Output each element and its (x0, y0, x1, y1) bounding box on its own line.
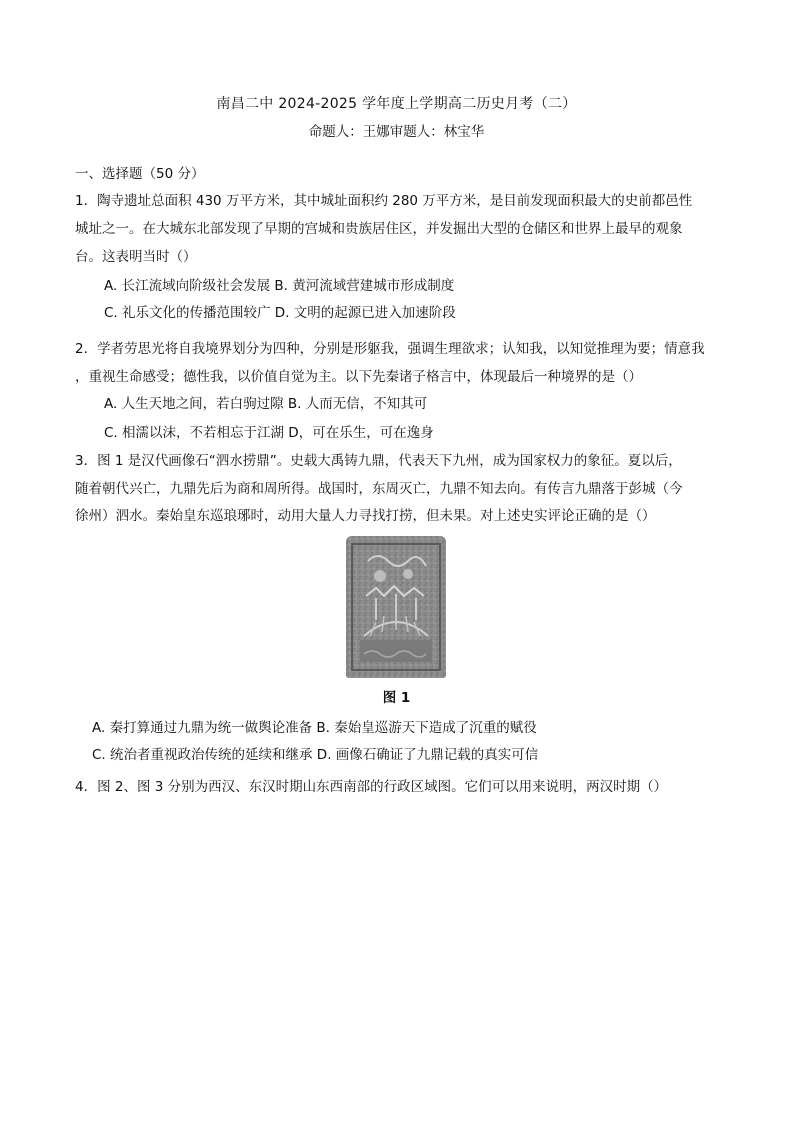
q1-options-cd: C. 礼乐文化的传播范围较广 D. 文明的起源已进入加速阶段 (104, 305, 456, 321)
q1-line-1: 1．陶寺遗址总面积 430 万平方米，其中城址面积约 280 万平方米，是目前发现面积最大的史前都邑性 (75, 193, 693, 209)
q2-options-cd: C. 相濡以沫，不若相忘于江湖 D，可在乐生，可在逸身 (104, 425, 434, 441)
q3-line-2: 随着朝代兴亡，九鼎先后为商和周所得。战国时，东周灭亡，九鼎不知去向。有传言九鼎落于彭城（今 (75, 481, 683, 497)
q3-options-ab: A. 秦打算通过九鼎为统一做舆论准备 B. 秦始皇巡游天下造成了沉重的赋役 (92, 720, 537, 736)
q4-line-1: 4．图 2、图 3 分别为西汉、东汉时期山东西南部的行政区域图。它们可以用来说明，两汉时期（） (75, 779, 668, 795)
q2-options-ab: A. 人生天地之间，若白驹过隙 B. 人而无信，不知其可 (104, 396, 428, 412)
q3-line-3: 徐州）泗水。秦始皇东巡琅琊时，动用大量人力寻找打捞，但未果。对上述史实评论正确的是（） (75, 508, 656, 524)
q2-line-2: ，重视生命感受；德性我，以价值自觉为主。以下先秦诸子格言中，体现最后一种境界的是（） (75, 369, 642, 385)
stone-relief-graphic (346, 536, 446, 678)
q1-options-ab: A. 长江流域向阶级社会发展 B. 黄河流域营建城市形成制度 (104, 278, 455, 294)
q1-line-2: 城址之一。在大城东北部发现了早期的宫城和贵族居住区，并发掘出大型的仓储区和世界上最早的观象 (75, 221, 683, 237)
q1-line-3: 台。这表明当时（） (75, 249, 197, 265)
author-line: 命题人：王娜审题人：林宝华 (308, 124, 485, 140)
section-heading: 一、选择题（50 分） (75, 166, 205, 182)
figure-caption: 图 1 (382, 690, 411, 706)
stone-relief-image (346, 536, 446, 678)
q2-line-1: 2．学者劳思光将自我境界划分为四种，分别是形躯我，强调生理欲求；认知我，以知觉推理为要；情意我 (75, 341, 705, 357)
q3-options-cd: C. 统治者重视政治传统的延续和继承 D. 画像石确证了九鼎记载的真实可信 (92, 747, 539, 763)
q3-line-1: 3．图 1 是汉代画像石“泗水捞鼎”。史载大禹铸九鼎，代表天下九州，成为国家权力的象征。夏以后， (75, 453, 682, 469)
page-title: 南昌二中 2024-2025 学年度上学期高二历史月考（二） (216, 96, 577, 112)
